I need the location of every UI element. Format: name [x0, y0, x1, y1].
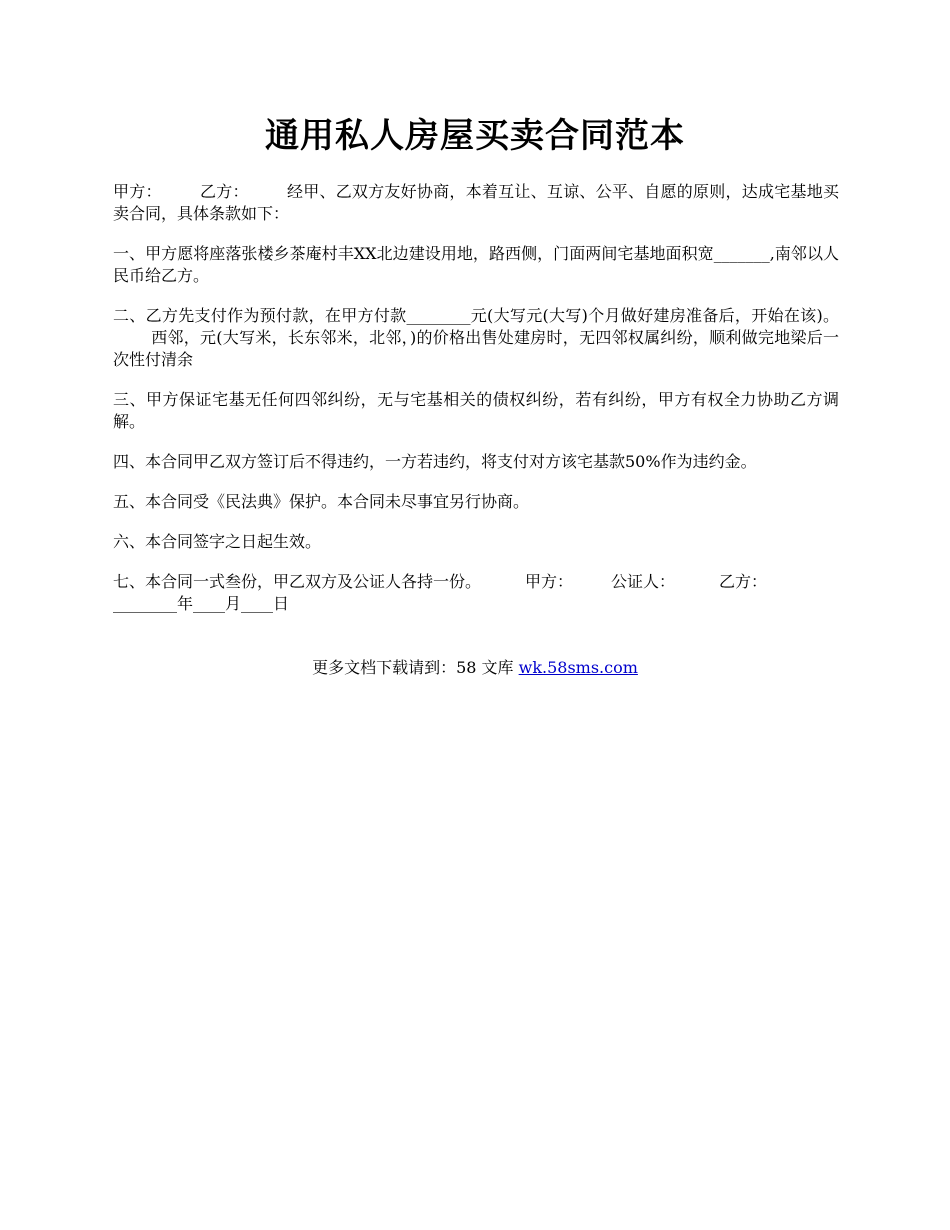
clause-1: 一、甲方愿将座落张楼乡茶庵村丰XX北边建设用地，路西侧，门面两间宅基地面积宽_______,南邻以人民币给乙方。 — [113, 244, 839, 285]
clause-2 — [113, 305, 839, 371]
party-a-label: 甲方： — [113, 182, 162, 201]
clause-7 — [113, 571, 839, 615]
party-b-label: 乙方： — [199, 182, 249, 201]
intro-text: 经甲、乙双方友好协商，本着互让、互谅、公平、自愿的原则，达成宅基地买卖合同，具体条款如下： — [113, 182, 839, 223]
sign-notary: 公证人： — [611, 572, 676, 591]
document-title: 通用私人房屋买卖合同范本 — [265, 116, 685, 156]
clause-2-part-a: 二、乙方先支付作为预付款，在甲方付款________元(大写元(大写)个月做好建房准备后，开始在该)。 — [113, 306, 839, 325]
sign-party-b: 乙方： — [719, 572, 768, 591]
document-body — [113, 181, 839, 633]
clause-4: 四、本合同甲乙双方签订后不得违约，一方若违约，将支付对方该宅基款50%作为违约金。 — [113, 452, 757, 471]
clause-7-text: 七、本合同一式叁份，甲乙双方及公证人各持一份。 — [113, 572, 482, 591]
clause-2-part-b: 西邻，元(大写米，长东邻米，北邻，)的价格出售处建房时，无四邻权属纠纷，顺利做完地梁后一次性付清余 — [113, 328, 839, 369]
sign-date: ________年____月____日 — [113, 594, 290, 613]
clause-6: 六、本合同签字之日起生效。 — [113, 532, 322, 551]
footer — [0, 657, 950, 679]
clause-5: 五、本合同受《民法典》保护。本合同未尽事宜另行协商。 — [113, 492, 530, 511]
intro-paragraph — [113, 181, 839, 225]
footer-text: 更多文档下载请到：58 文库 — [312, 658, 519, 677]
clause-3: 三、甲方保证宅基无任何四邻纠纷，无与宅基相关的债权纠纷，若有纠纷，甲方有权全力协助乙方调解。 — [113, 390, 839, 431]
footer-link[interactable]: wk.58sms.com — [518, 658, 638, 677]
sign-party-a: 甲方： — [525, 572, 574, 591]
